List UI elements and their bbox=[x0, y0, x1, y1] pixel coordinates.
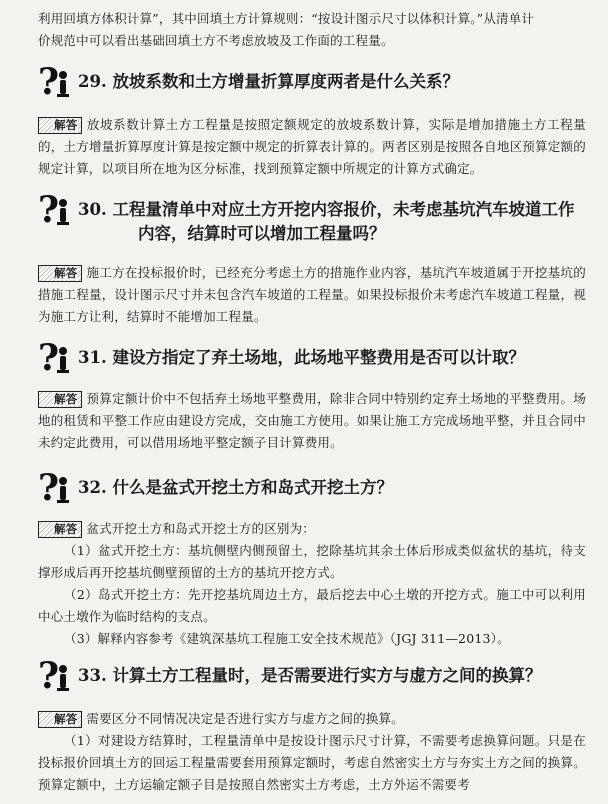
question-number: 32. bbox=[78, 478, 107, 497]
answer-badge: 解答 bbox=[38, 391, 82, 408]
question-number: 30. bbox=[78, 200, 107, 219]
question-32-heading bbox=[36, 476, 596, 500]
question-title: 放坡系数和土方增量折算厚度两者是什么关系？ bbox=[112, 72, 459, 91]
question-number: 31. bbox=[78, 348, 107, 367]
question-title: 什么是盆式开挖土方和岛式开挖土方？ bbox=[112, 478, 393, 497]
question-mark-icon bbox=[36, 62, 74, 102]
question-title-line-2: 内容，结算时可以增加工程量吗？ bbox=[138, 224, 386, 243]
question-33-heading bbox=[36, 664, 596, 688]
answer-badge: 解答 bbox=[38, 117, 82, 134]
answer-32: 解答 盆式开挖土方和岛式开挖土方的区别为： （1）盆式开挖土方：基坑侧壁内侧预留土，挖除基坑其余土体后形成类似盆状的基坑，待支撑形成后再开挖基坑侧壁预留的土方的基坑开挖方式。 （2）岛式开挖土方：先开挖基坑周边土方，最后挖去中心土墩的开挖方式。施工中可以利用中心土墩作为临时结构的支点。 （3）解释内容参考《建筑深基坑工程施工安全技术规范》（JGJ 311—2013）。 bbox=[38, 518, 586, 650]
question-mark-icon bbox=[36, 190, 74, 230]
intro-paragraph bbox=[38, 8, 586, 52]
answer-30: 解答 施工方在投标报价时，已经充分考虑土方的措施作业内容，基坑汽车坡道属于开挖基坑的措施工程量，设计图示尺寸并未包含汽车坡道的工程量。如果投标报价未考虑汽车坡道工程量，视为施工方让利，结算时不能增加工程量。 bbox=[38, 265, 586, 324]
answer-item: （1）盆式开挖土方：基坑侧壁内侧预留土，挖除基坑其余土体后形成类似盆状的基坑，待支撑形成后再开挖基坑侧壁预留的土方的基坑开挖方式。 bbox=[38, 543, 586, 580]
question-number: 33. bbox=[78, 666, 107, 685]
answer-item: （3）解释内容参考《建筑深基坑工程施工安全技术规范》（JGJ 311—2013）。 bbox=[64, 631, 510, 646]
question-title: 建设方指定了弃土场地，此场地平整费用是否可以计取？ bbox=[112, 348, 525, 367]
answer-item: （2）岛式开挖土方：先开挖基坑周边土方，最后挖去中心土墩的开挖方式。施工中可以利用中心土墩作为临时结构的支点。 bbox=[38, 587, 586, 624]
question-mark-icon bbox=[36, 656, 74, 696]
answer-badge: 解答 bbox=[38, 521, 82, 538]
question-number: 29. bbox=[78, 72, 107, 91]
intro-line-2: 价规范中可以看出基础回填土方不考虑放坡及工作面的工程量。 bbox=[38, 33, 394, 48]
question-mark-icon bbox=[36, 338, 74, 378]
answer-badge: 解答 bbox=[38, 265, 82, 282]
question-29-heading bbox=[36, 70, 596, 94]
answer-badge: 解答 bbox=[38, 711, 82, 728]
question-30-heading bbox=[36, 198, 596, 246]
answer-item: （1）对建设方结算时，工程量清单中是按设计图示尺寸计算，不需要考虑换算问题。只是在投标报价回填土方的回运工程量需要套用预算定额时，考虑自然密实土方与夯实土方之间的换算。预算定额中，土方运输定额子目是按照自然密实土方考虑，土方外运不需要考 bbox=[38, 733, 586, 792]
question-title: 计算土方工程量时，是否需要进行实方与虚方之间的换算？ bbox=[112, 666, 542, 685]
answer-33: 解答 需要区分不同情况决定是否进行实方与虚方之间的换算。 （1）对建设方结算时，工程量清单中是按设计图示尺寸计算，不需要考虑换算问题。只是在投标报价回填土方的回运工程量需要套用预算定额时，考虑自然密实土方与夯实土方之间的换算。预算定额中，土方运输定额子目是按照自然密实土方考虑，土方外运不需要考 bbox=[38, 708, 586, 796]
question-31-heading bbox=[36, 346, 596, 370]
question-mark-icon bbox=[36, 468, 74, 508]
answer-29: 解答 放坡系数计算土方工程量是按照定额规定的放坡系数计算，实际是增加措施土方工程量的，土方增量折算厚度计算是按定额中规定的折算表计算的。两者区别是按照各自地区预算定额的规定计算，以项目所在地为区分标准，找到预算定额中所规定的计算方式确定。 bbox=[38, 117, 586, 176]
answer-31: 解答 预算定额计价中不包括弃土场地平整费用，除非合同中特别约定弃土场地的平整费用。场地的租赁和平整工作应由建设方完成，交由施工方使用。如果让施工方完成场地平整，并且合同中未约定此费用，可以借用场地平整定额子目计算费用。 bbox=[38, 391, 586, 450]
question-title-line-1: 工程量清单中对应土方开挖内容报价，未考虑基坑汽车坡道工作 bbox=[112, 200, 575, 219]
intro-line-1: 利用回填方体积计算”，其中回填土方计算规则：“按设计图示尺寸以体积计算。”从清单计 bbox=[38, 11, 535, 26]
